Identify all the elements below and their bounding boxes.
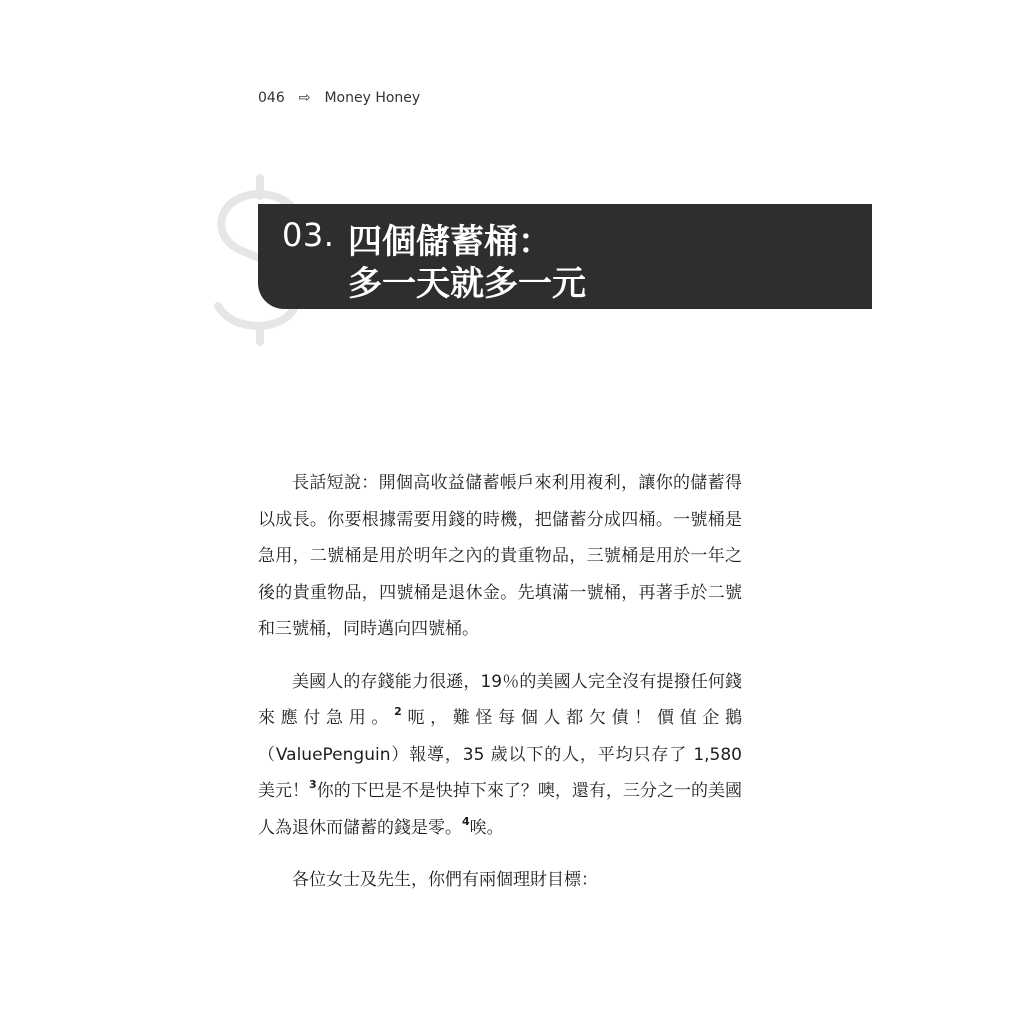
running-header xyxy=(258,90,420,106)
body-text xyxy=(258,465,742,915)
paragraph-1: 長話短說：開個高收益儲蓄帳戶來利用複利，讓你的儲蓄得以成長。你要根據需要用錢的時機，把儲蓄分成四桶。一號桶是急用，二號桶是用於明年之內的貴重物品，三號桶是用於一年之後的貴重物品，四號桶是退休金。先填滿一號桶，再著手於二號和三號桶，同時邁向四號桶。 xyxy=(258,473,742,639)
paragraph-2 xyxy=(258,664,742,847)
paragraph-2-part-4: 唉。 xyxy=(469,817,504,838)
footnote-ref-4: 4 xyxy=(462,814,470,828)
chapter-number: 03. xyxy=(282,216,335,254)
paragraph-2-part-2: 呃，難怪每個人都欠債！價值企鵝（ValuePenguin）報導，35 歲以下的人，平均只存了 1,580 美元！ xyxy=(258,708,743,801)
chapter-title-line-1: 四個儲蓄桶： xyxy=(348,222,552,262)
paragraph-2-part-3: 你的下巴是不是快掉下來了？噢，還有，三分之一的美國人為退休而儲蓄的錢是零。 xyxy=(258,781,743,838)
footnote-ref-2: 2 xyxy=(394,705,402,718)
paragraph-3: 各位女士及先生，你們有兩個理財目標： xyxy=(292,870,598,890)
book-title: Money Honey xyxy=(324,90,421,106)
arrow-right-icon: ⇨ xyxy=(298,90,311,106)
page-number: 046 xyxy=(258,90,285,106)
chapter-title-line-2: 多一天就多一元 xyxy=(348,264,586,304)
footnote-ref-3: 3 xyxy=(309,778,317,791)
paragraph-2-part-1: 美國人的存錢能力很遜，19％的美國人完全沒有提撥任何錢來應付急用。 xyxy=(258,671,742,728)
